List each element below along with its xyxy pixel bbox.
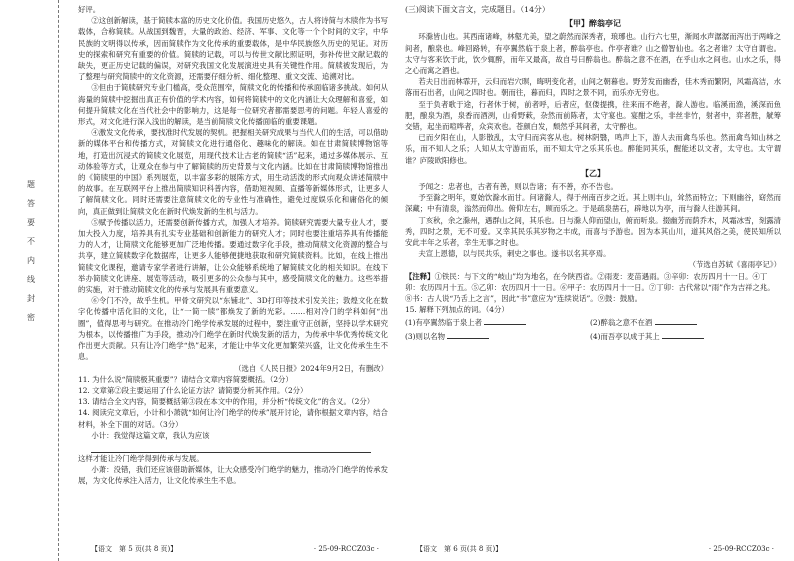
question-14: 14. 阅读完文章后，小计和小萧就“如何让冷门绝学的传承”展开讨论，请你根据文章内容，结合材料，补全下面的对话。（3分） [78,408,388,429]
paragraph-5: ⑥令门不冷，故乎生机。甲骨文研究以“东铺北”、3D打印等技术引发关注；敦煌文化在数字化传播中活化旧的文化，让“一简一牍”都焕发了新的光彩。……相对冷门的学科如何“出圈”，值得思考与研究。在推动冷门绝学传承发展的过程中，要注重守正创新，坚持以学术研究为根本，以传播推广为手段，推动冷门绝学在新时代焕发新的活力，为传承中华优秀传统文化作出更大贡献。只有让冷门绝学“热”起来，才能让中华文化更加繁荣兴盛，让文化传承生生不息。 [78,296,388,362]
answer-blank-14[interactable] [91,444,371,453]
fill-item-4 [590,331,775,342]
footer-right-code: · 25-09-RCCZ03c · [708,545,774,553]
section-title: (三)阅读下面文言文，完成题目。（14分） [405,5,550,14]
fill-blank[interactable] [655,317,697,325]
binding-char-1: 答 [27,199,35,208]
fill-blank[interactable] [662,331,704,339]
dialogue-xiaoji: 小计：我觉得这篇文章，我认为应该 [91,430,210,440]
left-page [78,4,388,538]
fill-text: 醉翁之意不在酒 [600,318,653,328]
question-12: 12. 文章第②段主要运用了什么论证方法？请简要分析其作用。（2分） [78,385,308,395]
fill-text: 而吾亭以成于其上 [600,331,660,341]
question-15: 15. 解释下列加点的词。（4分） [405,305,509,315]
text-a-paragraph-1: 若夫日出而林霏开，云归而岩穴暝，晦明变化者，山间之朝暮也。野芳发而幽香，佳木秀而繁阴，风霜高洁，水落而石出者，山间之四时也。朝而往，暮而归，四时之景不同，而乐亦无穷也。 [405,77,781,98]
text-a-paragraph-2: 至于负者歌于途，行者休于树，前者呼，后者应，伛偻提携，往来而不绝者，滁人游也。临溪而渔，溪深而鱼肥，酿泉为酒，泉香而酒洌，山肴野蔌，杂然而前陈者，太守宴也。宴酣之乐，非丝非竹，射者中，弈者胜，觥筹交错，起坐而喧哗者，众宾欢也。苍颜白发，颓然乎其间者，太守醉也。 [405,99,781,132]
fill-num: (1) [405,318,416,328]
fill-row-2 [405,331,781,342]
text-a-label: 【甲】醉翁亭记 [565,18,621,29]
text-b-paragraph-0: 予闻之：忠者也，古者有善，则以告诸；有不善，亦不告也。 [418,182,618,192]
fill-item-2 [590,317,775,328]
notes [405,271,781,305]
binding-margin [0,0,59,561]
notes-text: ①铁民：与下文的“岐山”均为地名，在今陕西省。②雨麦：麦苗遇雨。③辛卯：农历四月十一日。④丁卯：农历四月十五。⑤乙卯：农历四月十一日。⑥甲子：农历四月十一日。⑦丁卯：古代常以“雨”作为吉祥之兆。⑧书：古人说“乃舌上之言”，因此“书”意应为“连续说话”。⑨鼓：鼓励。 [405,271,775,304]
fill-text: 则以名物 [415,331,446,341]
binding-char-3: 不 [27,237,35,246]
footer-right [410,543,780,555]
binding-char-6: 封 [27,294,35,303]
binding-char-7: 密 [27,313,35,322]
text-b-paragraph-1: 予至滁之明年，夏始饮滁水而甘。问诸滁人，得于州南百步之近。其上则丰山，耸然而特立；下则幽谷，窈然而深藏；中有清泉，滃然而仰出。俯仰左右，顾而乐之。于是疏泉凿石，辟地以为亭，而与滁人往游其间。 [405,193,781,214]
fill-num: (4) [590,331,601,341]
fill-num: (2) [590,318,601,328]
binding-char-5: 线 [27,275,35,284]
binding-char-0: 题 [27,180,35,189]
question-11: 11. 为什么说“简牍极其重要”？请结合文章内容简要概括。（2分） [78,374,293,384]
text-a-paragraph-3: 已而夕阳在山，人影散乱，太守归而宾客从也。树林阴翳，鸣声上下，游人去而禽鸟乐也。然而禽鸟知山林之乐，而不知人之乐；人知从太守游而乐，而不知太守之乐其乐也。醉能同其乐，醒能述以文者，太守也。太守谓谁？庐陵欧阳修也。 [405,133,781,165]
binding-char-2: 要 [27,218,35,227]
text-b-label: 【乙】 [581,167,605,178]
question-13: 13. 请结合全文内容，简要概括第③段在本文中的作用，并分析“传统文化”的含义。（2分） [78,397,375,407]
footer-left-subject: 【语文 第 5 页(共 8 页)】 [91,545,178,553]
article-source: （选自《人民日报》2024年9月2日，有删改） [234,363,388,373]
fill-num: (3) [405,331,416,341]
fill-row-1 [405,317,781,328]
fill-blank[interactable] [484,317,526,325]
notes-label: 【注释】 [405,271,435,281]
fill-text: 有亭翼然临于泉上者 [415,318,483,328]
paragraph-2: ③但由于简牍研究专业门槛高，受众范围窄，简牍文化的传播和传承面临诸多挑战。如何从海量的简牍中挖掘出真正有价值的学术内容，如何将简牍中的文化内涵让大众理解和喜爱，如何提升简牍文化在当代社会中的影响力，这是每一位研究者都需要思考的问题。年轻人喜爱的形式，对文化进行深入浅出的解读，是当前简牍文化传播面临的重要课题。 [78,83,388,127]
paragraph-4: ⑤赋予传播以活力，还需要创新传播方式，加强人才培养。简牍研究需要大量专业人才，要加大投入力度，培养具有扎实专业基础和创新能力的研究人才；同时也要注重培养具有传播能力的人才，让简牍文化能够更加广泛地传播。要通过数字化手段，推动简牍文化资源的整合与共享，建立简牍数字化数据库，让更多人能够便捷地获取和研究简牍资料。比如，在线上推出简牍文化课程，邀请专家学者进行讲解，让公众能够系统地了解简牍文化的相关知识。在线下举办简牍文化讲座、展览等活动，吸引更多的公众参与其中，感受简牍文化的魅力。这些举措的实施，对于推动简牍文化的传承与发展具有重要意义。 [78,217,388,295]
text-b-paragraph-3: 夫宣上恩德，以与民共乐，刺史之事也。遂书以名其亭焉。 [418,249,611,259]
footer-left-code: · 25-09-RCCZ03c · [313,545,379,553]
paragraph-0: 好评。 [78,5,101,14]
right-page [405,4,781,538]
fill-blank[interactable] [447,331,489,339]
dialogue-xiaoji-tail: 这样才能让冷门绝学得到传承与发展。 [78,453,204,463]
paragraph-3: ④激发文化传承，要找准时代发展的契机。把握相关研究成果与当代人们的生活，可以借助新的媒体平台和传播方式，对简牍文化进行通俗化、趣味化的解读。如在甘肃简牍博物馆等地，打造出沉浸式的简牍文化展览，用现代技术让古老的简牍“活”起来，通过多媒体展示、互动体验等方式，让观众在参与中了解简牍的历史背景与文化内涵。比如在甘肃简牍博物馆推出的《简牍里的中国》系列展览，以丰富多彩的展陈方式，用生动活泼的形式向观众讲述简牍中的故事。在互联网平台上推出简牍知识科普内容，借助短视频、直播等新媒体形式，让更多人了解简牍文化。同时还需要注意简牍文化的专业性与准确性，避免过度娱乐化和庸俗化的倾向，真正做到让简牍文化在新时代焕发新的生机与活力。 [78,128,388,216]
dialogue-xiaoxiao: 小萧：没错，我们还应该借助新媒体，让大众感受冷门绝学的魅力，推动冷门绝学的传承发展，为文化传承注入活力，让文化传承生生不息。 [78,465,388,486]
binding-seal-text [26,175,36,327]
text-b-paragraph-2: 丁亥秋，余之滁州，遇群山之间，其乐也。日与滁人仰而望山，俯而听泉。掇幽芳而荫乔木，风霜冰雪，刻露清秀，四时之景，无不可爱。又幸其民乐其岁物之丰成，而喜与予游也。因为本其山川，道其风俗之美，使民知所以安此丰年之乐者，幸生无事之时也。 [405,215,781,248]
fill-item-3 [405,331,590,342]
fill-item-1 [405,317,590,328]
footer-left [85,543,385,555]
binding-char-4: 内 [27,256,35,265]
text-b-source: （节选自苏轼《喜雨亭记》） [688,260,781,270]
text-a-paragraph-0: 环滁皆山也。其西南诸峰，林壑尤美，望之蔚然而深秀者，琅琊也。山行六七里，渐闻水声潺潺而泻出于两峰之间者，酿泉也。峰回路转，有亭翼然临于泉上者，醉翁亭也。作亭者谁？山之僧智仙也。名之者谁？太守自谓也。太守与客来饮于此，饮少辄醉，而年又最高，故自号曰醉翁也。醉翁之意不在酒，在乎山水之间也。山水之乐，得之心而寓之酒也。 [405,32,781,76]
paragraph-1: ②这创新解读，基于简牍本富的历史文化价值。我国历史悠久，古人将诗简与木牍作为书写载体，合称简牍。从战国到魏晋，大量的政治、经济、军事、文化等一个个时间的文字，中华民族的文明得以传承，因而简牍作为文化传承的重要载体，是中华民族悠久历史的见证。对历史的探索和研究有重要的价值。简牍的记载，可以与传世文献比照证明，弥补传世文献记载的缺失，更正历史记载的偏误，对研究我国文化发展演进史具有关键性作用。简牍被发现后，为了整理与研究简牍中的文化资源，还需要仔细分析、细化整理、重文交流、追溯对比。 [78,16,388,82]
footer-right-subject: 【语文 第 6 页(共 8 页)】 [416,545,503,553]
